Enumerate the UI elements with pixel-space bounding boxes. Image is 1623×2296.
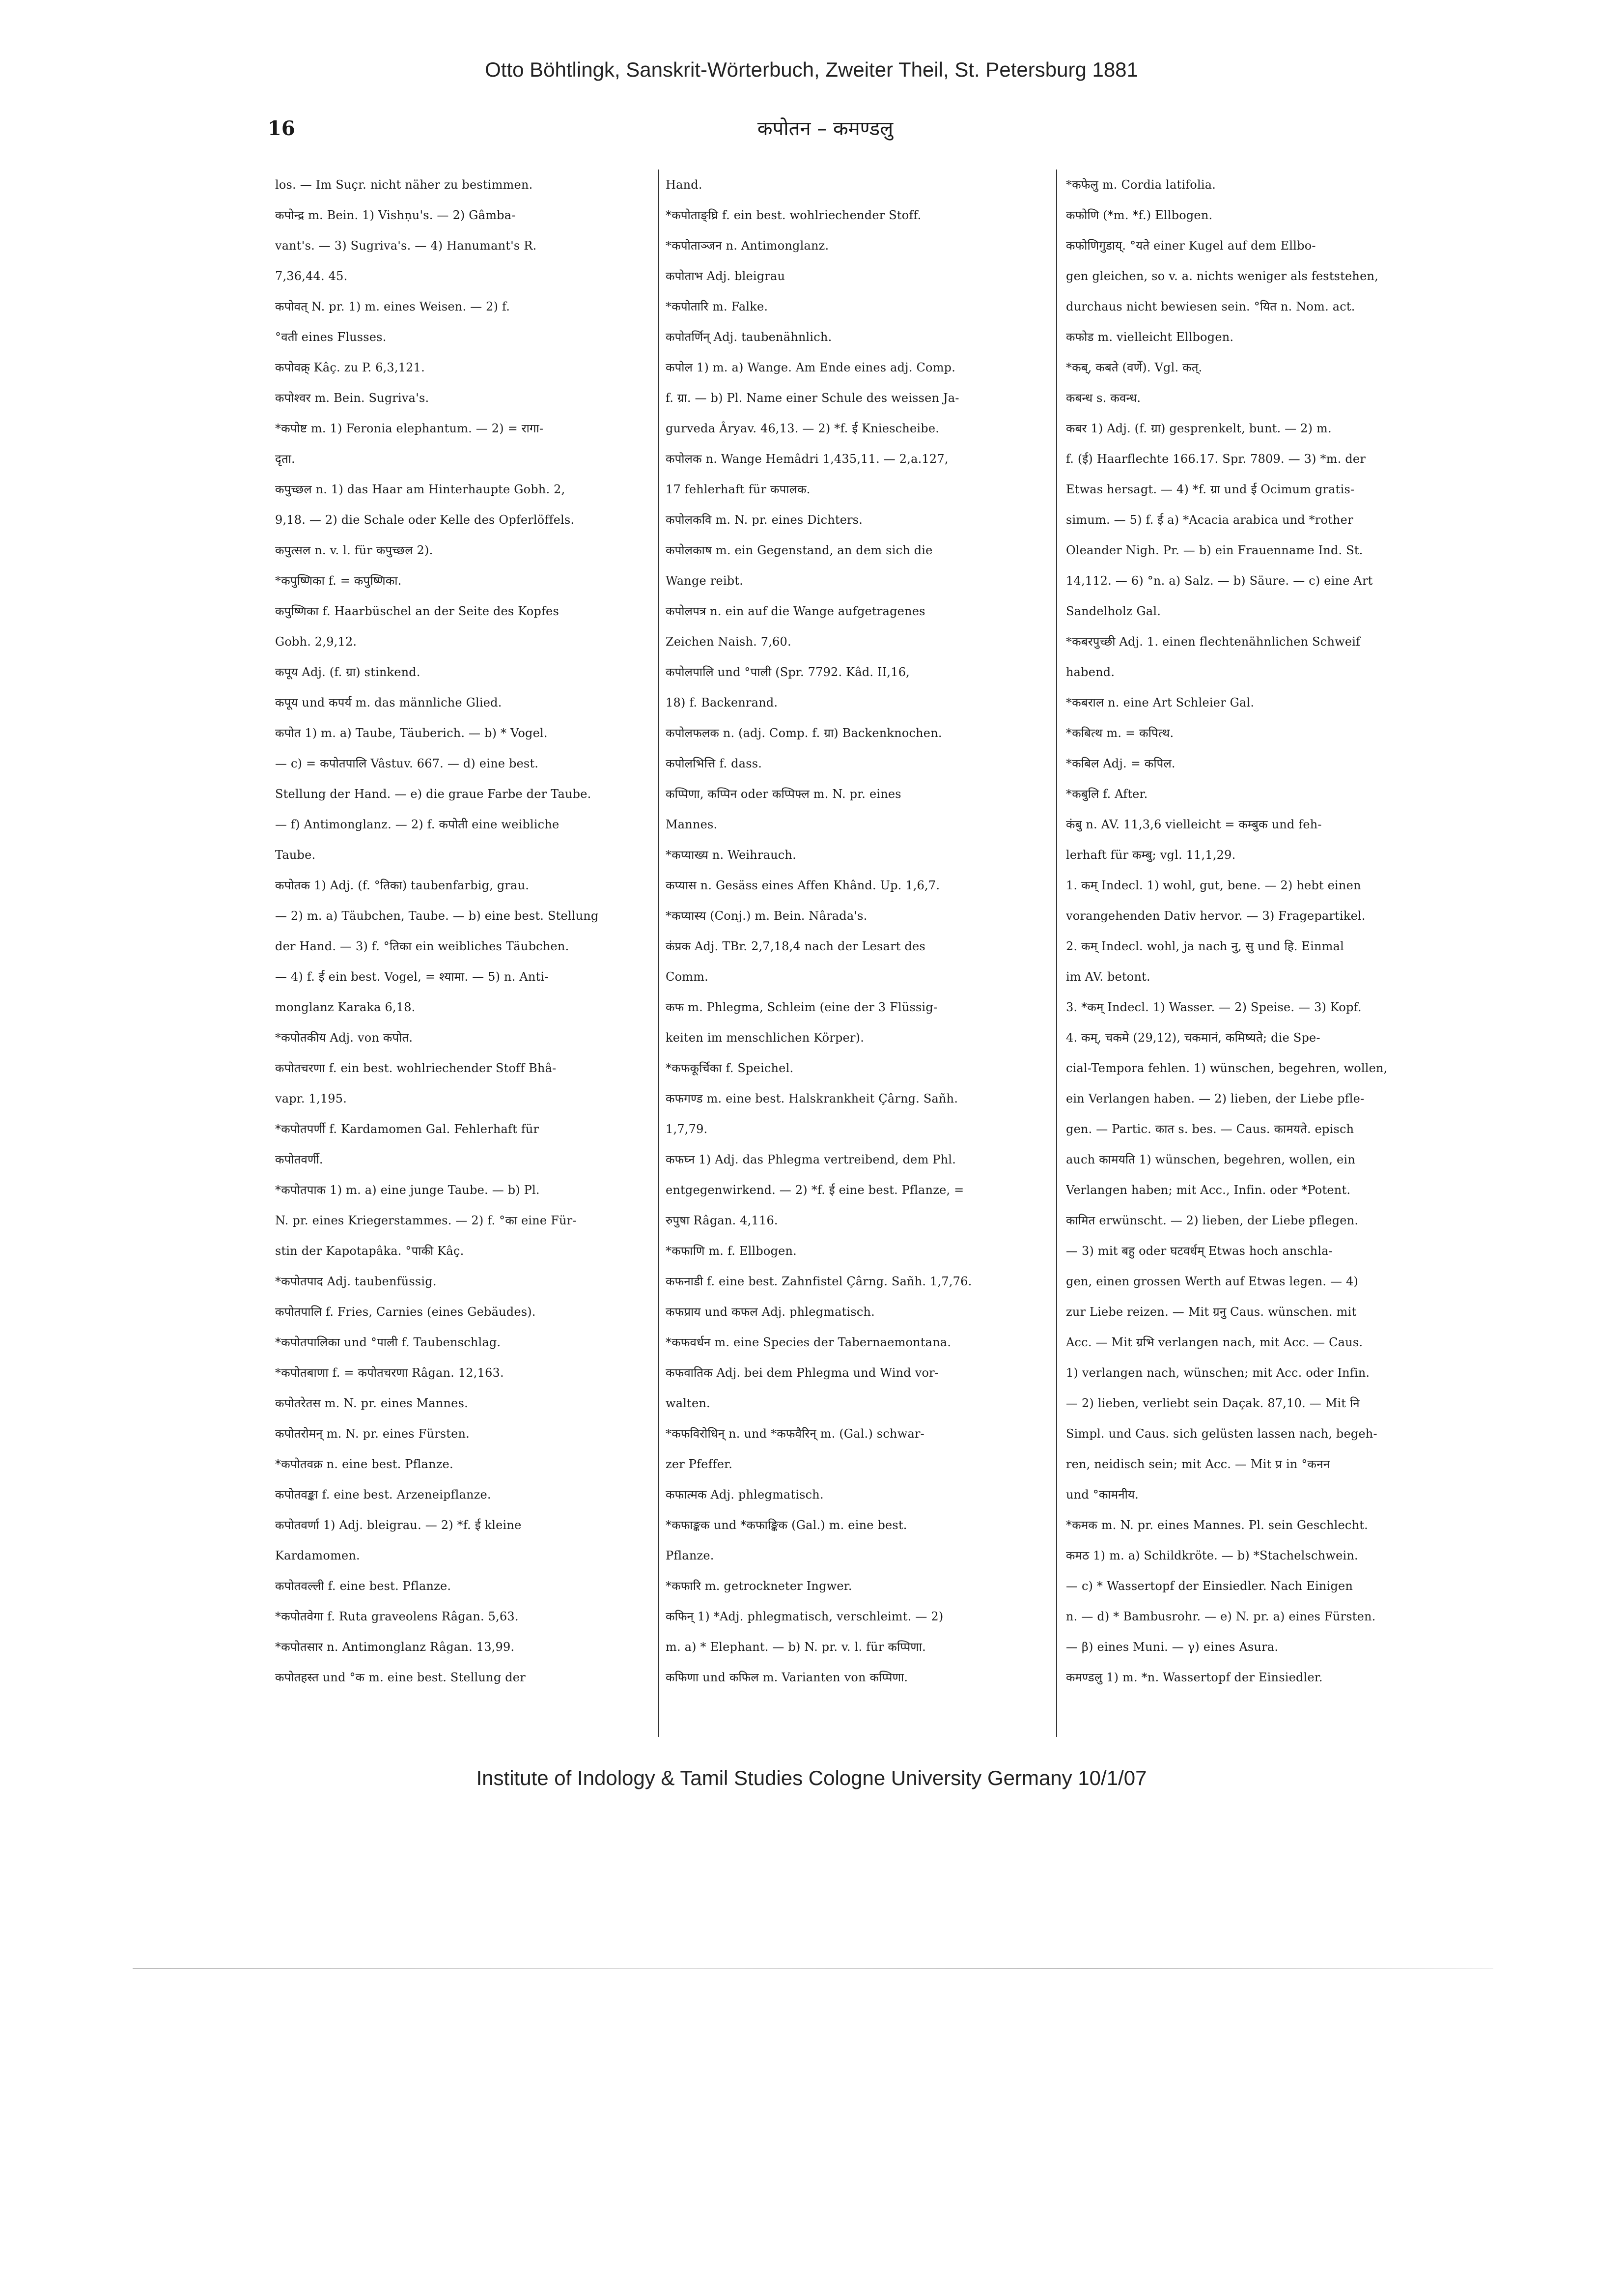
entry-line: *कपोतकीय Adj. von कपोत. [275,1031,413,1045]
entry-line: Taube. [275,848,316,862]
entry-line: *कपोतवक्र n. eine best. Pflanze. [275,1457,453,1471]
entry-line: m. a) * Elephant. — b) N. pr. v. l. für कप्पिणा. [666,1640,926,1654]
source-citation: Otto Böhtlingk, Sanskrit-Wörterbuch, Zweiter Theil, St. Petersburg 1881 [485,58,1138,81]
entry-line: Zeichen Naish. 7,60. [666,635,791,649]
entry-line: कपोलकाष m. ein Gegenstand, an dem sich die [666,543,933,557]
entry-line: 17 fehlerhaft für कपालक. [666,482,811,496]
entry-line: कपुत्सल n. v. l. für कपुच्छल 2). [275,543,433,557]
entry-line: 1,7,79. [666,1122,708,1136]
entry-line: 2. कम् Indecl. wohl, ja nach नु, सु und हि. Einmal [1066,939,1344,953]
entry-line: कामित erwünscht. — 2) lieben, der Liebe pflegen. [1066,1214,1359,1227]
entry-line: कपोतवर्णी. [275,1153,323,1166]
entry-line: N. pr. eines Kriegerstammes. — 2) f. °का eine Für- [275,1214,577,1227]
entry-line: gen, einen grossen Werth auf Etwas legen. — 4) [1066,1275,1359,1288]
entry-line: Wange reibt. [666,574,743,588]
entry-line: कंप्रक Adj. TBr. 2,7,18,4 nach der Lesart des [666,939,925,953]
page-number: 16 [268,117,295,140]
entry-line: *कपोतपाद Adj. taubenfüssig. [275,1275,437,1288]
entry-line: कफोड m. vielleicht Ellbogen. [1066,330,1234,344]
entry-line: कपोलभित्ति f. dass. [666,757,762,770]
entry-line: und °कामनीय. [1066,1488,1139,1502]
entry-line: 1) verlangen nach, wünschen; mit Acc. oder Infin. [1066,1366,1370,1380]
entry-line: कपोलक n. Wange Hemâdri 1,435,11. — 2,a.127, [666,452,949,466]
entry-line: *कफाङ्कक und *कफाङ्किक (Gal.) m. eine best. [666,1518,907,1532]
footer-credit: Institute of Indology & Tamil Studies Cologne University Germany 10/1/07 [476,1766,1147,1789]
entry-line: 7,36,44. 45. [275,269,348,283]
entry-line: walten. [666,1396,710,1410]
entry-line: Oleander Nigh. Pr. — b) ein Frauenname Ind. St. [1066,543,1363,557]
entry-line: — 2) lieben, verliebt sein Daçak. 87,10. — Mit नि [1066,1396,1360,1410]
entry-line: *कपुष्णिका f. = कपुष्णिका. [275,574,402,588]
entry-line: कफ m. Phlegma, Schleim (eine der 3 Flüssig- [666,1000,938,1014]
entry-line: 1. कम् Indecl. 1) wohl, gut, bene. — 2) hebt einen [1066,879,1361,892]
entry-line: कपोलफलक n. (adj. Comp. f. ग्रा) Backenknochen. [666,726,942,740]
entry-line: *कफारि m. getrockneter Ingwer. [666,1579,852,1593]
entry-line: *कब्, कबते (वर्णे). Vgl. कत्. [1066,361,1203,374]
entry-line: कपोलपालि und °पाली (Spr. 7792. Kâd. II,16, [666,665,910,679]
scan-artifact-line [133,1968,1493,1969]
entry-line: कफनाडी f. eine best. Zahnfistel Çârng. Sañh. 1,7,76. [666,1275,972,1288]
entry-line: कपोतहस्त und °क m. eine best. Stellung der [275,1671,526,1684]
entry-line: कफिणा und कफिल m. Varianten von कप्पिणा. [666,1671,908,1684]
entry-line: कपोवत् N. pr. 1) m. eines Weisen. — 2) f. [275,300,510,313]
entry-line: 3. *कम् Indecl. 1) Wasser. — 2) Speise. — 3) Kopf. [1066,1000,1362,1014]
entry-line: कपोवक्र् Kâç. zu P. 6,3,121. [275,361,425,374]
entry-line: — β) eines Muni. — γ) eines Asura. [1066,1640,1279,1654]
entry-line: कप्पिणा, कप्पिन oder कप्पिफ्ल m. N. pr. eines [666,787,901,801]
entry-line: *कफवर्धन m. eine Species der Tabernaemontana. [666,1335,951,1349]
entry-line: कपोन्द्र m. Bein. 1) Vishṇu's. — 2) Gâmba- [275,208,516,222]
entry-line: कपोतक 1) Adj. (f. °तिका) taubenfarbig, grau. [275,879,530,892]
entry-line: — c) * Wassertopf der Einsiedler. Nach Einigen [1066,1579,1353,1593]
entry-line: im AV. betont. [1066,970,1150,984]
entry-line: कमण्डलु 1) m. *n. Wassertopf der Einsiedler. [1066,1671,1323,1684]
entry-line: Stellung der Hand. — e) die graue Farbe der Taube. [275,787,591,801]
entry-line: दृता. [275,452,295,466]
entry-line: auch कामयति 1) wünschen, begehren, wollen, ein [1066,1153,1355,1166]
entry-line: vant's. — 3) Sugriva's. — 4) Hanumant's R. [275,239,537,253]
entry-line: कपोलकवि m. N. pr. eines Dichters. [666,513,863,527]
entry-line: कमठ 1) m. a) Schildkröte. — b) *Stachelschwein. [1066,1549,1358,1562]
entry-line: gen. — Partic. कात s. bes. — Caus. कामयते. episch [1066,1122,1354,1136]
entry-line: *कपोष्ट m. 1) Feronia elephantum. — 2) = रागा- [275,422,544,435]
entry-line: *कप्यास्य (Conj.) m. Bein. Nârada's. [666,909,867,923]
entry-line: *कपोतपाक 1) m. a) eine junge Taube. — b) Pl. [275,1183,540,1197]
entry-line: कंबु n. AV. 11,3,6 vielleicht = कम्बुक und feh- [1066,818,1322,831]
entry-line: gen gleichen, so v. a. nichts weniger als feststehen, [1066,269,1378,283]
entry-line: — c) = कपोतपालि Vâstuv. 667. — d) eine best. [275,757,539,770]
entry-line: कफगण्ड m. eine best. Halskrankheit Çârng. Sañh. [666,1092,958,1105]
entry-line: Gobh. 2,9,12. [275,635,357,649]
entry-line: 9,18. — 2) die Schale oder Kelle des Opferlöffels. [275,513,575,527]
entry-line: Acc. — Mit ग्रभि verlangen nach, mit Acc. — Caus. [1066,1335,1363,1349]
entry-line: n. — d) * Bambusrohr. — e) N. pr. a) eines Fürsten. [1066,1610,1376,1623]
entry-line: Mannes. [666,818,718,831]
entry-line: *कप्याख्य n. Weihrauch. [666,848,796,862]
entry-line: कपोल 1) m. a) Wange. Am Ende eines adj. Comp. [666,361,956,374]
entry-line: कफोणिगुडाय्. °यते einer Kugel auf dem Ellbo- [1066,239,1316,253]
entry-line: ein Verlangen haben. — 2) lieben, der Liebe pfle- [1066,1092,1365,1105]
entry-line: कप्यास n. Gesäss eines Affen Khând. Up. 1,6,7. [666,879,940,892]
dictionary-column-2 [666,170,1059,1693]
entry-line: Sandelholz Gal. [1066,604,1161,618]
entry-line: — f) Antimonglanz. — 2) f. कपोती eine weibliche [275,818,560,831]
entry-line: Comm. [666,970,708,984]
entry-line: entgegenwirkend. — 2) *f. ई eine best. Pflanze, = [666,1183,964,1197]
entry-line: Etwas hersagt. — 4) *f. ग्रा und ई Ocimum gratis- [1066,482,1355,496]
entry-line: *कबुलि f. After. [1066,787,1148,801]
running-head: कपोतन – कमण्डलु [757,117,894,140]
entry-line: 4. कम्, चकमे (29,12), चकमानं, कमिष्यते; die Spe- [1066,1031,1320,1045]
entry-line: कपुच्छल n. 1) das Haar am Hinterhaupte Gobh. 2, [275,482,565,496]
entry-line: durchaus nicht bewiesen sein. °यित n. Nom. act. [1066,300,1355,313]
entry-line: कपोतवङ्का f. eine best. Arzeneipflanze. [275,1488,491,1502]
entry-line: 14,112. — 6) °n. a) Salz. — b) Säure. — c) eine Art [1066,574,1373,588]
entry-line: *कफकूर्चिका f. Speichel. [666,1061,794,1075]
entry-line: — 3) mit बहु oder घटवर्धम् Etwas hoch anschla- [1066,1244,1333,1258]
entry-line: कपोताभ Adj. bleigrau [666,269,785,283]
entry-line: vapr. 1,195. [275,1092,347,1105]
entry-line: कफप्राय und कफल Adj. phlegmatisch. [666,1305,875,1319]
entry-line: *कबरपुच्छी Adj. 1. einen flechtenähnlichen Schweif [1066,635,1361,649]
entry-line: *कफविरोधिन् n. und *कफवैरिन् m. (Gal.) schwar- [666,1427,924,1441]
entry-line: vorangehenden Dativ hervor. — 3) Fragepartikel. [1066,909,1366,923]
entry-line: los. — Im Suçr. nicht näher zu bestimmen. [275,178,533,192]
entry-line: रुपुषा Râgan. 4,116. [666,1214,778,1227]
entry-line: cial-Tempora fehlen. 1) wünschen, begehren, wollen, [1066,1061,1388,1075]
entry-line: *कपोतबाणा f. = कपोतचरणा Râgan. 12,163. [275,1366,504,1380]
entry-line: कफिन् 1) *Adj. phlegmatisch, verschleimt. — 2) [666,1610,944,1623]
entry-line: Kardamomen. [275,1549,360,1562]
entry-line: 18) f. Backenrand. [666,696,778,709]
entry-line: *कबित्थ m. = कपित्थ. [1066,726,1174,740]
entry-line: *कपोताङ्घ्रि f. ein best. wohlriechender Stoff. [666,208,922,222]
entry-line: कपुष्णिका f. Haarbüschel an der Seite des Kopfes [275,604,559,618]
entry-line: *कबराल n. eine Art Schleier Gal. [1066,696,1255,709]
entry-line: कबर 1) Adj. (f. ग्रा) gesprenkelt, bunt. — 2) m. [1066,422,1332,435]
entry-line: कपोतरेतस m. N. pr. eines Mannes. [275,1396,468,1410]
dictionary-column-1 [275,170,666,1693]
entry-line: कपोश्वर m. Bein. Sugriva's. [275,391,429,405]
entry-line: der Hand. — 3) f. °तिका ein weibliches Täubchen. [275,939,569,953]
entry-line: gurveda Âryav. 46,13. — 2) *f. ई Kniescheibe. [666,422,940,435]
entry-line: *कपोतसार n. Antimonglanz Râgan. 13,99. [275,1640,515,1654]
dictionary-column-3 [1066,170,1459,1693]
entry-line: simum. — 5) f. ई a) *Acacia arabica und *rother [1066,513,1353,527]
entry-line: °वती eines Flusses. [275,330,387,344]
entry-line: कपोतवर्णा 1) Adj. bleigrau. — 2) *f. ई kleine [275,1518,522,1532]
entry-line: कपोतवल्ली f. eine best. Pflanze. [275,1579,451,1593]
entry-line: — 2) m. a) Täubchen, Taube. — b) eine best. Stellung [275,909,599,923]
entry-line: कबन्ध s. कवन्ध. [1066,391,1141,405]
entry-line: monglanz Karaka 6,18. [275,1000,416,1014]
entry-line: कपोत 1) m. a) Taube, Täuberich. — b) * Vogel. [275,726,548,740]
entry-line: f. ग्रा. — b) Pl. Name einer Schule des weissen Ja- [666,391,959,405]
entry-line: lerhaft für कम्बु; vgl. 11,1,29. [1066,848,1236,862]
entry-line: *कबिल Adj. = कपिल. [1066,757,1175,770]
entry-line: *कपोतपर्णी f. Kardamomen Gal. Fehlerhaft für [275,1122,539,1136]
entry-line: कपोतपालि f. Fries, Carnies (eines Gebäudes). [275,1305,536,1319]
entry-line: कफोणि (*m. *f.) Ellbogen. [1066,208,1213,222]
entry-line: *कमक m. N. pr. eines Mannes. Pl. sein Geschlecht. [1066,1518,1368,1532]
entry-line: कपूय Adj. (f. ग्रा) stinkend. [275,665,420,679]
entry-line: कफवातिक Adj. bei dem Phlegma und Wind vor- [666,1366,939,1380]
entry-line: कपोतर्णिन् Adj. taubenähnlich. [666,330,832,344]
entry-line: कपोतचरणा f. ein best. wohlriechender Stoff Bhâ- [275,1061,557,1075]
entry-line: stin der Kapotapâka. °पाकी Kâç. [275,1244,464,1258]
entry-line: — 4) f. ई ein best. Vogel, = श्यामा. — 5) n. Anti- [275,970,549,984]
entry-line: कफघ्न 1) Adj. das Phlegma vertreibend, dem Phl. [666,1153,956,1166]
entry-line: ren, neidisch sein; mit Acc. — Mit प्र in °कनन [1066,1457,1330,1471]
entry-line: *कपोतवेगा f. Ruta graveolens Râgan. 5,63. [275,1610,519,1623]
entry-line: कपूय und कपर्य m. das männliche Glied. [275,696,502,709]
entry-line: zur Liebe reizen. — Mit ग्रनु Caus. wünschen. mit [1066,1305,1357,1319]
entry-line: zer Pfeffer. [666,1457,733,1471]
entry-line: कपोलपत्र n. ein auf die Wange aufgetragenes [666,604,925,618]
entry-line: *कपोतारि m. Falke. [666,300,768,313]
entry-line: कफात्मक Adj. phlegmatisch. [666,1488,824,1502]
entry-line: Simpl. und Caus. sich gelüsten lassen nach, begeh- [1066,1427,1377,1441]
entry-line: *कपोताञ्जन n. Antimonglanz. [666,239,829,253]
entry-line: keiten im menschlichen Körper). [666,1031,865,1045]
entry-line: *कफेलु m. Cordia latifolia. [1066,178,1216,192]
entry-line: कपोतरोमन् m. N. pr. eines Fürsten. [275,1427,470,1441]
entry-line: *कपोतपालिका und °पाली f. Taubenschlag. [275,1335,501,1349]
entry-line: *कफाणि m. f. Ellbogen. [666,1244,797,1258]
entry-line: habend. [1066,665,1115,679]
entry-line: Pflanze. [666,1549,714,1562]
entry-line: f. (ई) Haarflechte 166.17. Spr. 7809. — 3) *m. der [1066,452,1366,466]
entry-line: Hand. [666,178,702,192]
entry-line: Verlangen haben; mit Acc., Infin. oder *Potent. [1066,1183,1351,1197]
